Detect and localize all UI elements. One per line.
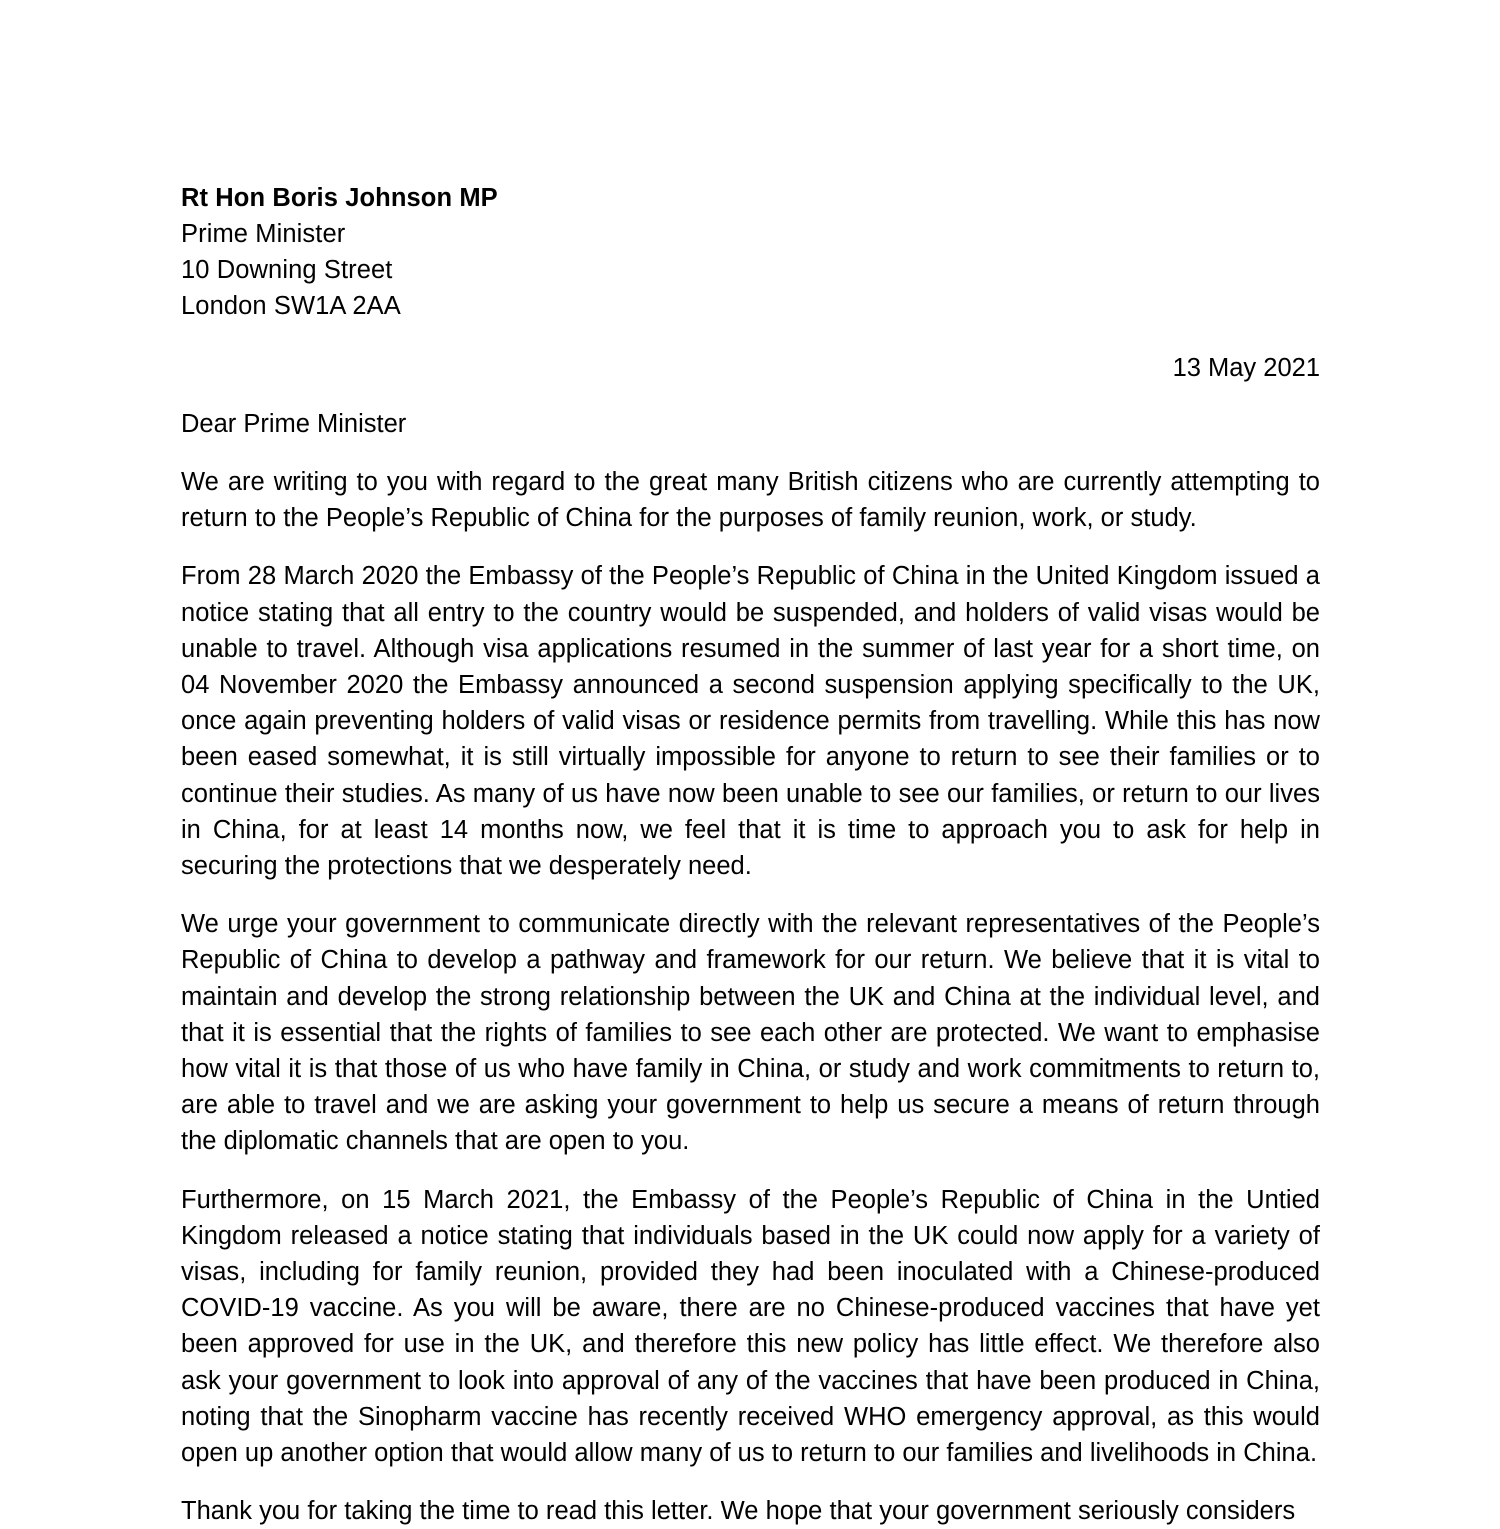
- body-paragraph-3: We urge your government to communicate directly with the relevant representatives of the People’s Republic of China to develop a pathway and framework for our return. We believe that it is vital to maintain and develop the strong relationship between the UK and China at the individual level, and that it is essential that the rights of families to see each other are protected. We want to emphasise how vital it is that those of us who have family in China, or study and work commitments to return to, are able to travel and we are asking your government to help us secure a means of return through the diplomatic channels that are open to you.: [181, 910, 1320, 1156]
- body-paragraph-2: From 28 March 2020 the Embassy of the People’s Republic of China in the United Kingdom issued a notice stating that all entry to the country would be suspended, and holders of valid visas would be unable to travel. Although visa applications resumed in the summer of last year for a short time, on 04 November 2020 the Embassy announced a second suspension applying specifically to the UK, once again preventing holders of valid visas or residence permits from travelling. While this has now been eased somewhat, it is still virtually impossible for anyone to return to see their families or to continue their studies. As many of us have now been unable to see our families, or return to our lives in China, for at least 14 months now, we feel that it is time to approach you to ask for help in securing the protections that we desperately need.: [181, 562, 1320, 881]
- body-paragraph-1: We are writing to you with regard to the great many British citizens who are currently attempting to return to the People’s Republic of China for the purposes of family reunion, work, or study.: [181, 468, 1320, 533]
- letter-salutation: Dear Prime Minister: [181, 410, 407, 438]
- addressee-name: Rt Hon Boris Johnson MP: [181, 184, 498, 212]
- body-paragraph-5: Thank you for taking the time to read this letter. We hope that your government seriously considers: [181, 1497, 1296, 1526]
- addressee-street: 10 Downing Street: [181, 256, 393, 284]
- addressee-block: [181, 180, 1320, 324]
- letter-content: [181, 0, 1320, 1529]
- letter-date: 13 May 2021: [1172, 354, 1320, 382]
- body-paragraph-4: Furthermore, on 15 March 2021, the Embassy of the People’s Republic of China in the Untied Kingdom released a notice stating that individuals based in the UK could now apply for a variety of visas, including for family reunion, provided they had been inoculated with a Chinese-produced COVID-19 vaccine. As you will be aware, there are no Chinese-produced vaccines that have yet been approved for use in the UK, and therefore this new policy has little effect. We therefore also ask your government to look into approval of any of the vaccines that have been produced in China, noting that the Sinopharm vaccine has recently received WHO emergency approval, as this would open up another option that would allow many of us to return to our families and livelihoods in China.: [181, 1185, 1320, 1468]
- addressee-city-postcode: London SW1A 2AA: [181, 292, 401, 320]
- addressee-title: Prime Minister: [181, 220, 346, 248]
